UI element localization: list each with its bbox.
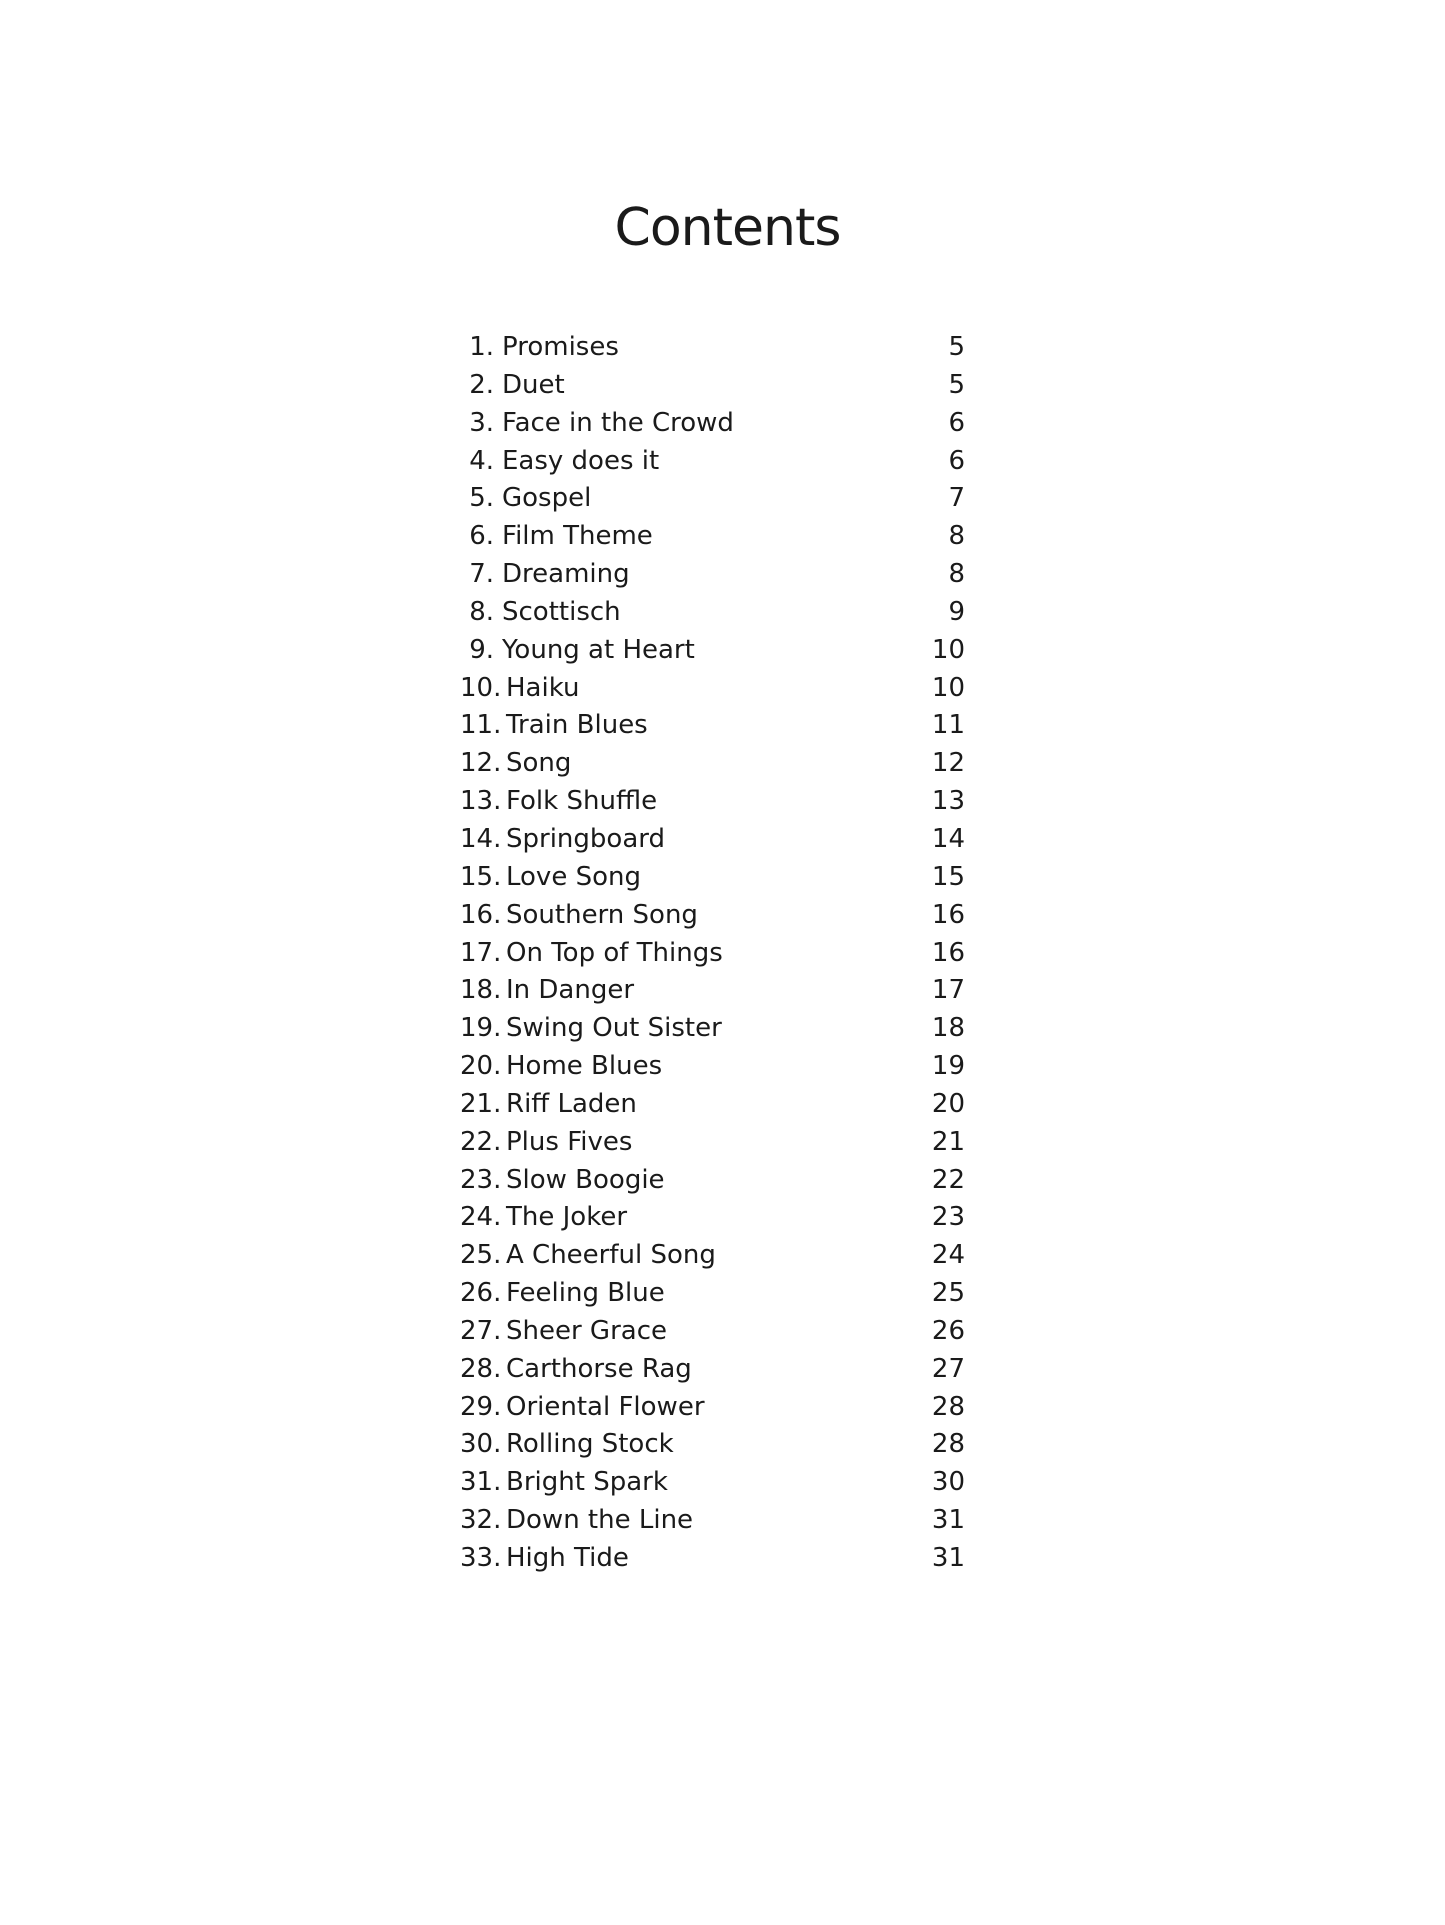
toc-entry [460, 366, 965, 404]
toc-entry-page: 26 [931, 1315, 965, 1346]
toc-entry-number: 21. [460, 1088, 502, 1119]
toc-entry [460, 1388, 965, 1426]
toc-entry-title: Springboard [506, 823, 665, 854]
toc-entry-page: 13 [931, 786, 965, 817]
toc-entry-page: 24 [931, 1240, 965, 1271]
toc-entry-number: 18. [460, 975, 502, 1006]
toc-entry-page: 7 [948, 483, 965, 514]
toc-entry-title: Easy does it [502, 445, 660, 476]
toc-entry-page: 23 [931, 1202, 965, 1233]
toc-entry-title: Slow Boogie [506, 1164, 665, 1195]
toc-entry [460, 1009, 965, 1047]
toc-entry [460, 328, 965, 366]
toc-entry-title: Home Blues [506, 1051, 663, 1082]
toc-entry-number: 20. [460, 1051, 502, 1082]
toc-entry-page: 10 [931, 672, 965, 703]
toc-entry [460, 1198, 965, 1236]
toc-entry-title: Duet [502, 369, 565, 400]
toc-entry [460, 1425, 965, 1463]
toc-entry-page: 30 [931, 1467, 965, 1498]
toc-entry-page: 17 [931, 975, 965, 1006]
toc-entry-title: In Danger [506, 975, 635, 1006]
toc-entry-page: 27 [931, 1353, 965, 1384]
toc-entry-number: 19. [460, 1013, 502, 1044]
toc-entry-number: 12. [460, 748, 502, 779]
toc-entry-number: 11. [460, 710, 502, 741]
toc-entry-page: 22 [931, 1164, 965, 1195]
toc-entry-title: Scottisch [502, 596, 621, 627]
toc-entry-title: Train Blues [506, 710, 648, 741]
toc-entry [460, 593, 965, 631]
toc-entry [460, 896, 965, 934]
toc-entry-title: Riff Laden [506, 1088, 637, 1119]
toc-entry-number: 14. [460, 823, 502, 854]
toc-entry-page: 9 [948, 596, 965, 627]
toc-entry-number: 3. [469, 407, 494, 438]
toc-entry-number: 7. [469, 559, 494, 590]
toc-entry-title: Face in the Crowd [502, 407, 734, 438]
toc-list [460, 328, 965, 1577]
toc-entry-title: Bright Spark [506, 1467, 668, 1498]
toc-entry-page: 25 [931, 1278, 965, 1309]
toc-entry [460, 820, 965, 858]
toc-entry-title: Down the Line [506, 1505, 694, 1536]
toc-entry [460, 1161, 965, 1199]
toc-entry-page: 28 [931, 1391, 965, 1422]
toc-entry-number: 23. [460, 1164, 502, 1195]
toc-entry-number: 33. [460, 1543, 502, 1573]
toc-entry-title: High Tide [506, 1543, 629, 1573]
toc-entry-title: Folk Shuffle [506, 786, 658, 817]
toc-entry-title: A Cheerful Song [506, 1240, 716, 1271]
toc-entry [460, 479, 965, 517]
toc-entry [460, 669, 965, 707]
toc-entry-title: Southern Song [506, 899, 698, 930]
toc-entry-title: Plus Fives [506, 1126, 633, 1157]
toc-entry-number: 10. [460, 672, 502, 703]
toc-entry-number: 30. [460, 1429, 502, 1460]
toc-entry-title: Haiku [506, 672, 580, 703]
toc-entry-page: 31 [931, 1543, 965, 1573]
toc-entry-title: Sheer Grace [506, 1315, 667, 1346]
toc-entry-page: 5 [948, 332, 965, 362]
toc-entry [460, 442, 965, 480]
toc-entry-page: 21 [931, 1126, 965, 1157]
toc-entry-page: 19 [931, 1051, 965, 1082]
toc-entry-number: 29. [460, 1391, 502, 1422]
toc-entry-title: Carthorse Rag [506, 1353, 692, 1384]
toc-entry-number: 32. [460, 1505, 502, 1536]
toc-entry [460, 517, 965, 555]
toc-entry [460, 1463, 965, 1501]
toc-entry-title: Oriental Flower [506, 1391, 705, 1422]
toc-entry-number: 1. [469, 332, 494, 362]
toc-entry-number: 28. [460, 1353, 502, 1384]
toc-entry [460, 858, 965, 896]
toc-entry-number: 27. [460, 1315, 502, 1346]
toc-entry-title: Rolling Stock [506, 1429, 674, 1460]
toc-entry-page: 14 [931, 823, 965, 854]
toc-entry [460, 934, 965, 972]
toc-entry [460, 555, 965, 593]
toc-entry-page: 8 [948, 559, 965, 590]
toc-entry-page: 15 [931, 861, 965, 892]
toc-entry-number: 15. [460, 861, 502, 892]
toc-entry-number: 9. [469, 634, 494, 665]
toc-entry [460, 1236, 965, 1274]
toc-entry [460, 1312, 965, 1350]
toc-entry-number: 26. [460, 1278, 502, 1309]
toc-entry-title: Young at Heart [502, 634, 695, 665]
toc-entry-page: 31 [931, 1505, 965, 1536]
toc-entry [460, 971, 965, 1009]
toc-entry-page: 10 [931, 634, 965, 665]
toc-entry-title: On Top of Things [506, 937, 723, 968]
toc-entry-title: Love Song [506, 861, 641, 892]
toc-entry [460, 1274, 965, 1312]
toc-entry-number: 22. [460, 1126, 502, 1157]
toc-entry-title: Song [506, 748, 572, 779]
toc-entry-number: 2. [469, 369, 494, 400]
toc-entry-number: 5. [469, 483, 494, 514]
toc-entry-number: 25. [460, 1240, 502, 1271]
toc-entry-page: 28 [931, 1429, 965, 1460]
toc-entry-title: Swing Out Sister [506, 1013, 722, 1044]
toc-entry-number: 8. [469, 596, 494, 627]
toc-entry [460, 631, 965, 669]
toc-entry-page: 18 [931, 1013, 965, 1044]
toc-entry-number: 24. [460, 1202, 502, 1233]
page-title: Contents [614, 198, 841, 258]
toc-entry [460, 744, 965, 782]
toc-entry-number: 6. [469, 521, 494, 552]
toc-entry-number: 13. [460, 786, 502, 817]
toc-entry-page: 6 [948, 445, 965, 476]
toc-entry-page: 6 [948, 407, 965, 438]
toc-entry-number: 4. [469, 445, 494, 476]
toc-entry [460, 1350, 965, 1388]
toc-entry [460, 1501, 965, 1539]
toc-entry-title: Feeling Blue [506, 1278, 665, 1309]
toc-entry-number: 16. [460, 899, 502, 930]
toc-entry-page: 5 [948, 369, 965, 400]
toc-entry-page: 8 [948, 521, 965, 552]
toc-entry-number: 31. [460, 1467, 502, 1498]
toc-entry-page: 20 [931, 1088, 965, 1119]
toc-entry [460, 782, 965, 820]
toc-entry [460, 1539, 965, 1577]
toc-entry-title: Gospel [502, 483, 592, 514]
toc-entry-title: Promises [502, 332, 619, 362]
toc-entry [460, 1085, 965, 1123]
toc-entry [460, 404, 965, 442]
toc-entry-title: Dreaming [502, 559, 630, 590]
toc-entry-page: 12 [931, 748, 965, 779]
toc-entry-title: The Joker [506, 1202, 628, 1233]
toc-entry [460, 1123, 965, 1161]
toc-entry [460, 1047, 965, 1085]
toc-entry [460, 706, 965, 744]
toc-entry-number: 17. [460, 937, 502, 968]
toc-entry-title: Film Theme [502, 521, 653, 552]
toc-entry-page: 16 [931, 937, 965, 968]
toc-entry-page: 11 [931, 710, 965, 741]
toc-entry-page: 16 [931, 899, 965, 930]
